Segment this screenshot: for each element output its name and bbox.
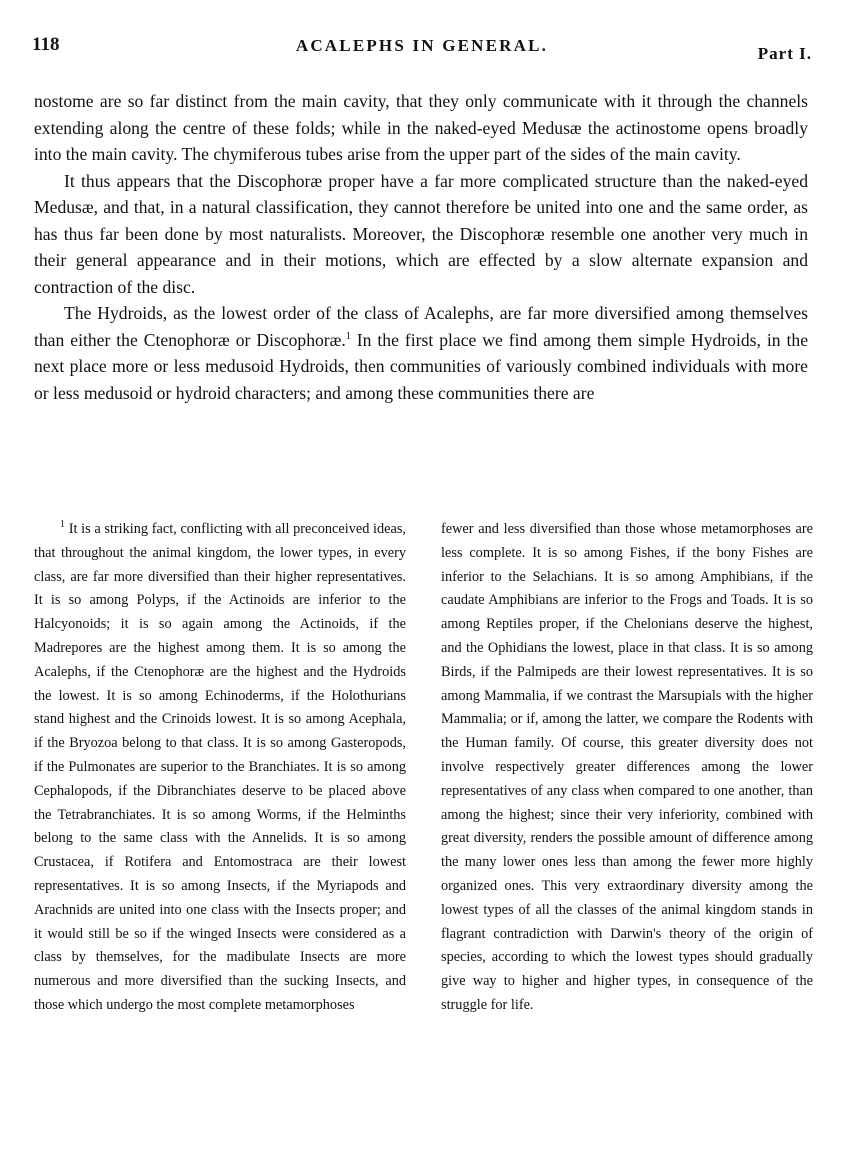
page-header — [32, 34, 812, 64]
footnote-column-right — [441, 518, 813, 1018]
paragraph-1: nostome are so far distinct from the main cavity, that they only communicate with it through the channels extending along the centre of these folds; while in the naked-eyed Medusæ the actinostome opens broadly into the main cavity. The chymiferous tubes arise from the upper part of the sides of the main cavity. — [34, 91, 808, 164]
running-head: ACALEPHS IN GENERAL. — [295, 36, 549, 55]
main-text — [34, 88, 808, 406]
footnote-text-right: fewer and less diversified than those whose metamorphoses are less complete. It is so among Fishes, if the bony Fishes are inferior to the Selachians. It is so among Amphibians, if the caudate Amphibians are inferior to the Frogs and Toads. It is so among Reptiles proper, if the Chelonians deserve the highest, and the Ophidians the lowest, place in that class. It is so among Birds, if the Palmipeds are their lowest representatives. It is so among Mammalia, if we contrast the Marsupials with the higher Mammalia; or if, among the latter, we compare the Rodents with the Human family. Of course, this greater diversity does not involve respectively greater differences among the lower representatives of any class when compared to one another, than among the highest; since their very inferiority, combined with great diversity, renders the possible amount of difference among the many lower ones less than among the fewer more highly organized ones. This very extraordinary diversity among the lowest types of all the classes of the animal kingdom stands in flagrant contradiction with Darwin's theory of the origin of species, according to which the lowest types should gradually give way to higher and higher types, in consequence of the struggle for life. — [441, 521, 813, 1013]
footnote-left-body: It is a striking fact, conflicting with all preconceived ideas, that throughout the animal kingdom, the lower types, in every class, are far more diversified than their higher representatives. It is so among Polyps, if the Actinoids are inferior to the Halcyonoids; it is so again among the Actinoids, if the Madrepores are the highest among them. It is so among the Acalephs, if the Ctenophoræ are the highest and the Hydroids the lowest. It is so among Echinoderms, if the Holothurians stand highest and the Crinoids lowest. It is so among Acephala, if the Bryozoa belong to that class. It is so among Gasteropods, if the Pulmonates are superior to the Branchiates. It is so among Cephalopods, if the Dibranchiates deserve to be placed above the Tetrabranchiates. It is so among Worms, if the Helminths belong to the same class with the Annelids. It is so among Crustacea, if Rotifera and Entomostraca are their lowest representatives. It is so among Insects, if the Myriapods and Arachnids are united into one class with the Insects proper; and it would still be so if the winged Insects were considered as a class by themselves, for the madibulate Insects are more numerous and more diversified than the sucking Insects, and those which undergo the most complete metamorphoses — [34, 521, 406, 1013]
footnote-mark: 1 — [60, 519, 65, 531]
page-number: 118 — [32, 34, 60, 55]
paragraph-2: It thus appears that the Discophoræ proper have a far more complicated structure than the naked-eyed Medusæ, and that, in a natural classification, they cannot therefore be united into one and the same order, as has thus far been done by most naturalists. Moreover, the Discophoræ resemble one another very much in their general appearance and in their motions, which are effected by a slow alternate expansion and contraction of the disc. — [34, 170, 808, 297]
footnote-text-left — [34, 518, 406, 1018]
part-label: Part I. — [757, 44, 812, 63]
paragraph-3 — [34, 300, 808, 406]
paragraph-3-text-b: In the first place we find among them simple Hydroids, in the next place more or less medusoid Hydroids, then communities of variously combined individuals with more or less medusoid or hydroid characters; and among these communities there are — [34, 329, 809, 403]
footnote-column-left — [34, 518, 406, 1018]
paragraph-3-text-a: The Hydroids, as the lowest order of the class of Acalephs, are far more diversified among themselves than either the Ctenophoræ or Discophoræ. — [34, 303, 808, 350]
footnote-reference[interactable]: 1 — [345, 330, 351, 342]
